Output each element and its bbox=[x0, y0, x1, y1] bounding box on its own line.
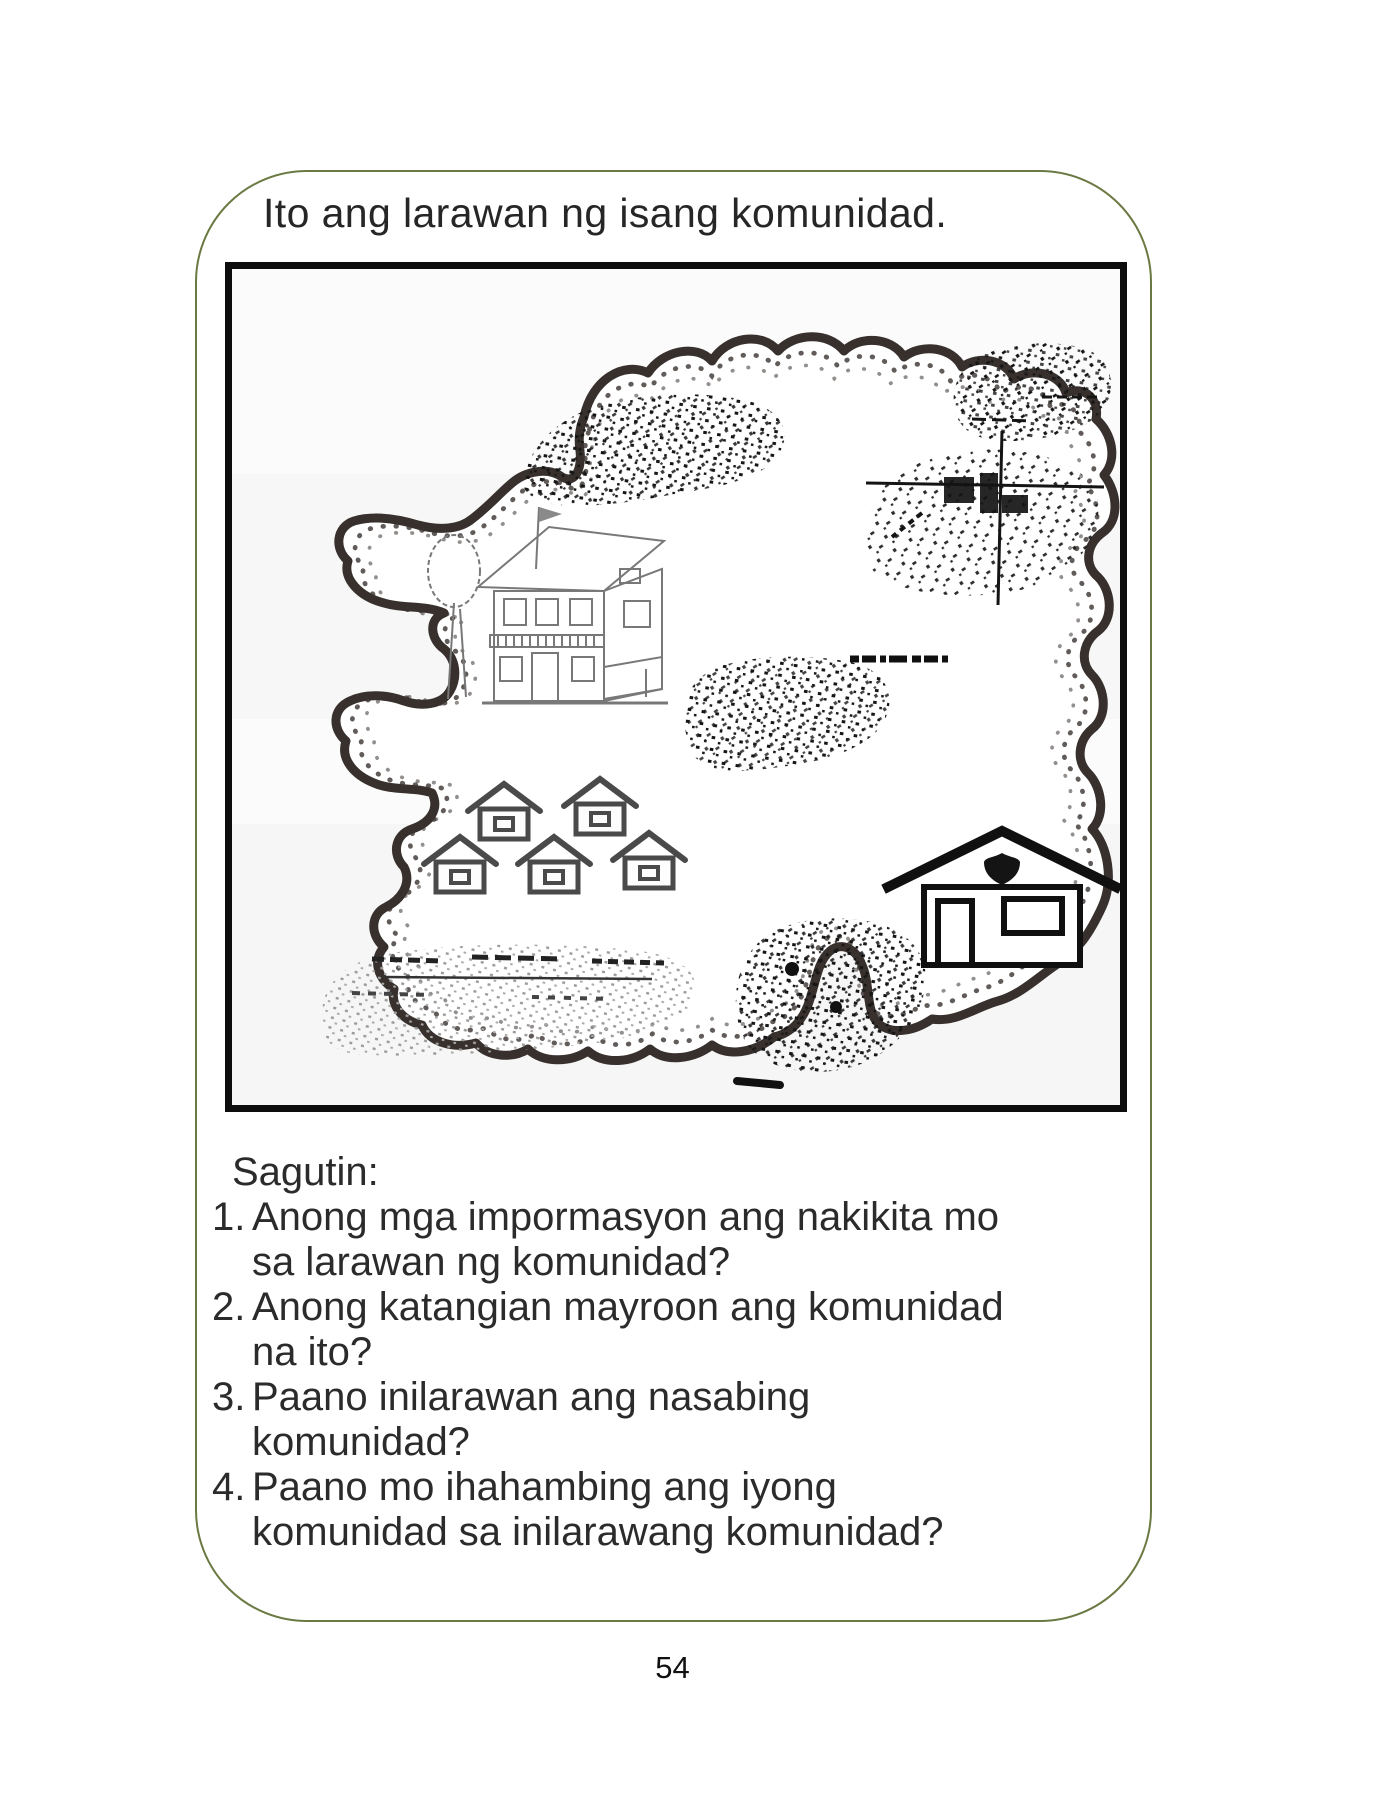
question-text-line: komunidad sa inilarawang komunidad? bbox=[252, 1510, 944, 1554]
question-text bbox=[252, 1375, 1022, 1465]
question-text bbox=[252, 1465, 1022, 1555]
questions-label: Sagutin: bbox=[232, 1150, 379, 1194]
question-text-line: Anong mga impormasyon ang nakikita mo bbox=[252, 1195, 1000, 1239]
questions-section bbox=[212, 1150, 1022, 1555]
question-item bbox=[212, 1285, 1022, 1375]
question-number: 4. bbox=[212, 1465, 246, 1509]
question-number: 1. bbox=[212, 1195, 246, 1239]
question-number: 2. bbox=[212, 1285, 246, 1329]
question-item bbox=[212, 1375, 1022, 1465]
page-number: 54 bbox=[655, 1650, 690, 1685]
question-text-line: Paano inilarawan ang nasabing bbox=[252, 1375, 811, 1419]
question-item bbox=[212, 1465, 1022, 1555]
question-text-line: na ito? bbox=[252, 1330, 373, 1374]
question-text bbox=[252, 1195, 1022, 1285]
question-item bbox=[212, 1195, 1022, 1285]
question-number: 3. bbox=[212, 1375, 246, 1419]
panel-title: Ito ang larawan ng isang komunidad. bbox=[263, 190, 948, 236]
question-text bbox=[252, 1285, 1022, 1375]
question-text-line: Paano mo ihahambing ang iyong bbox=[252, 1465, 837, 1509]
question-text-line: komunidad? bbox=[252, 1420, 470, 1464]
question-text-line: sa larawan ng komunidad? bbox=[252, 1240, 731, 1284]
community-map-frame bbox=[225, 262, 1127, 1112]
question-text-line: Anong katangian mayroon ang komunidad bbox=[252, 1285, 1004, 1329]
community-map-image bbox=[232, 269, 1120, 1105]
